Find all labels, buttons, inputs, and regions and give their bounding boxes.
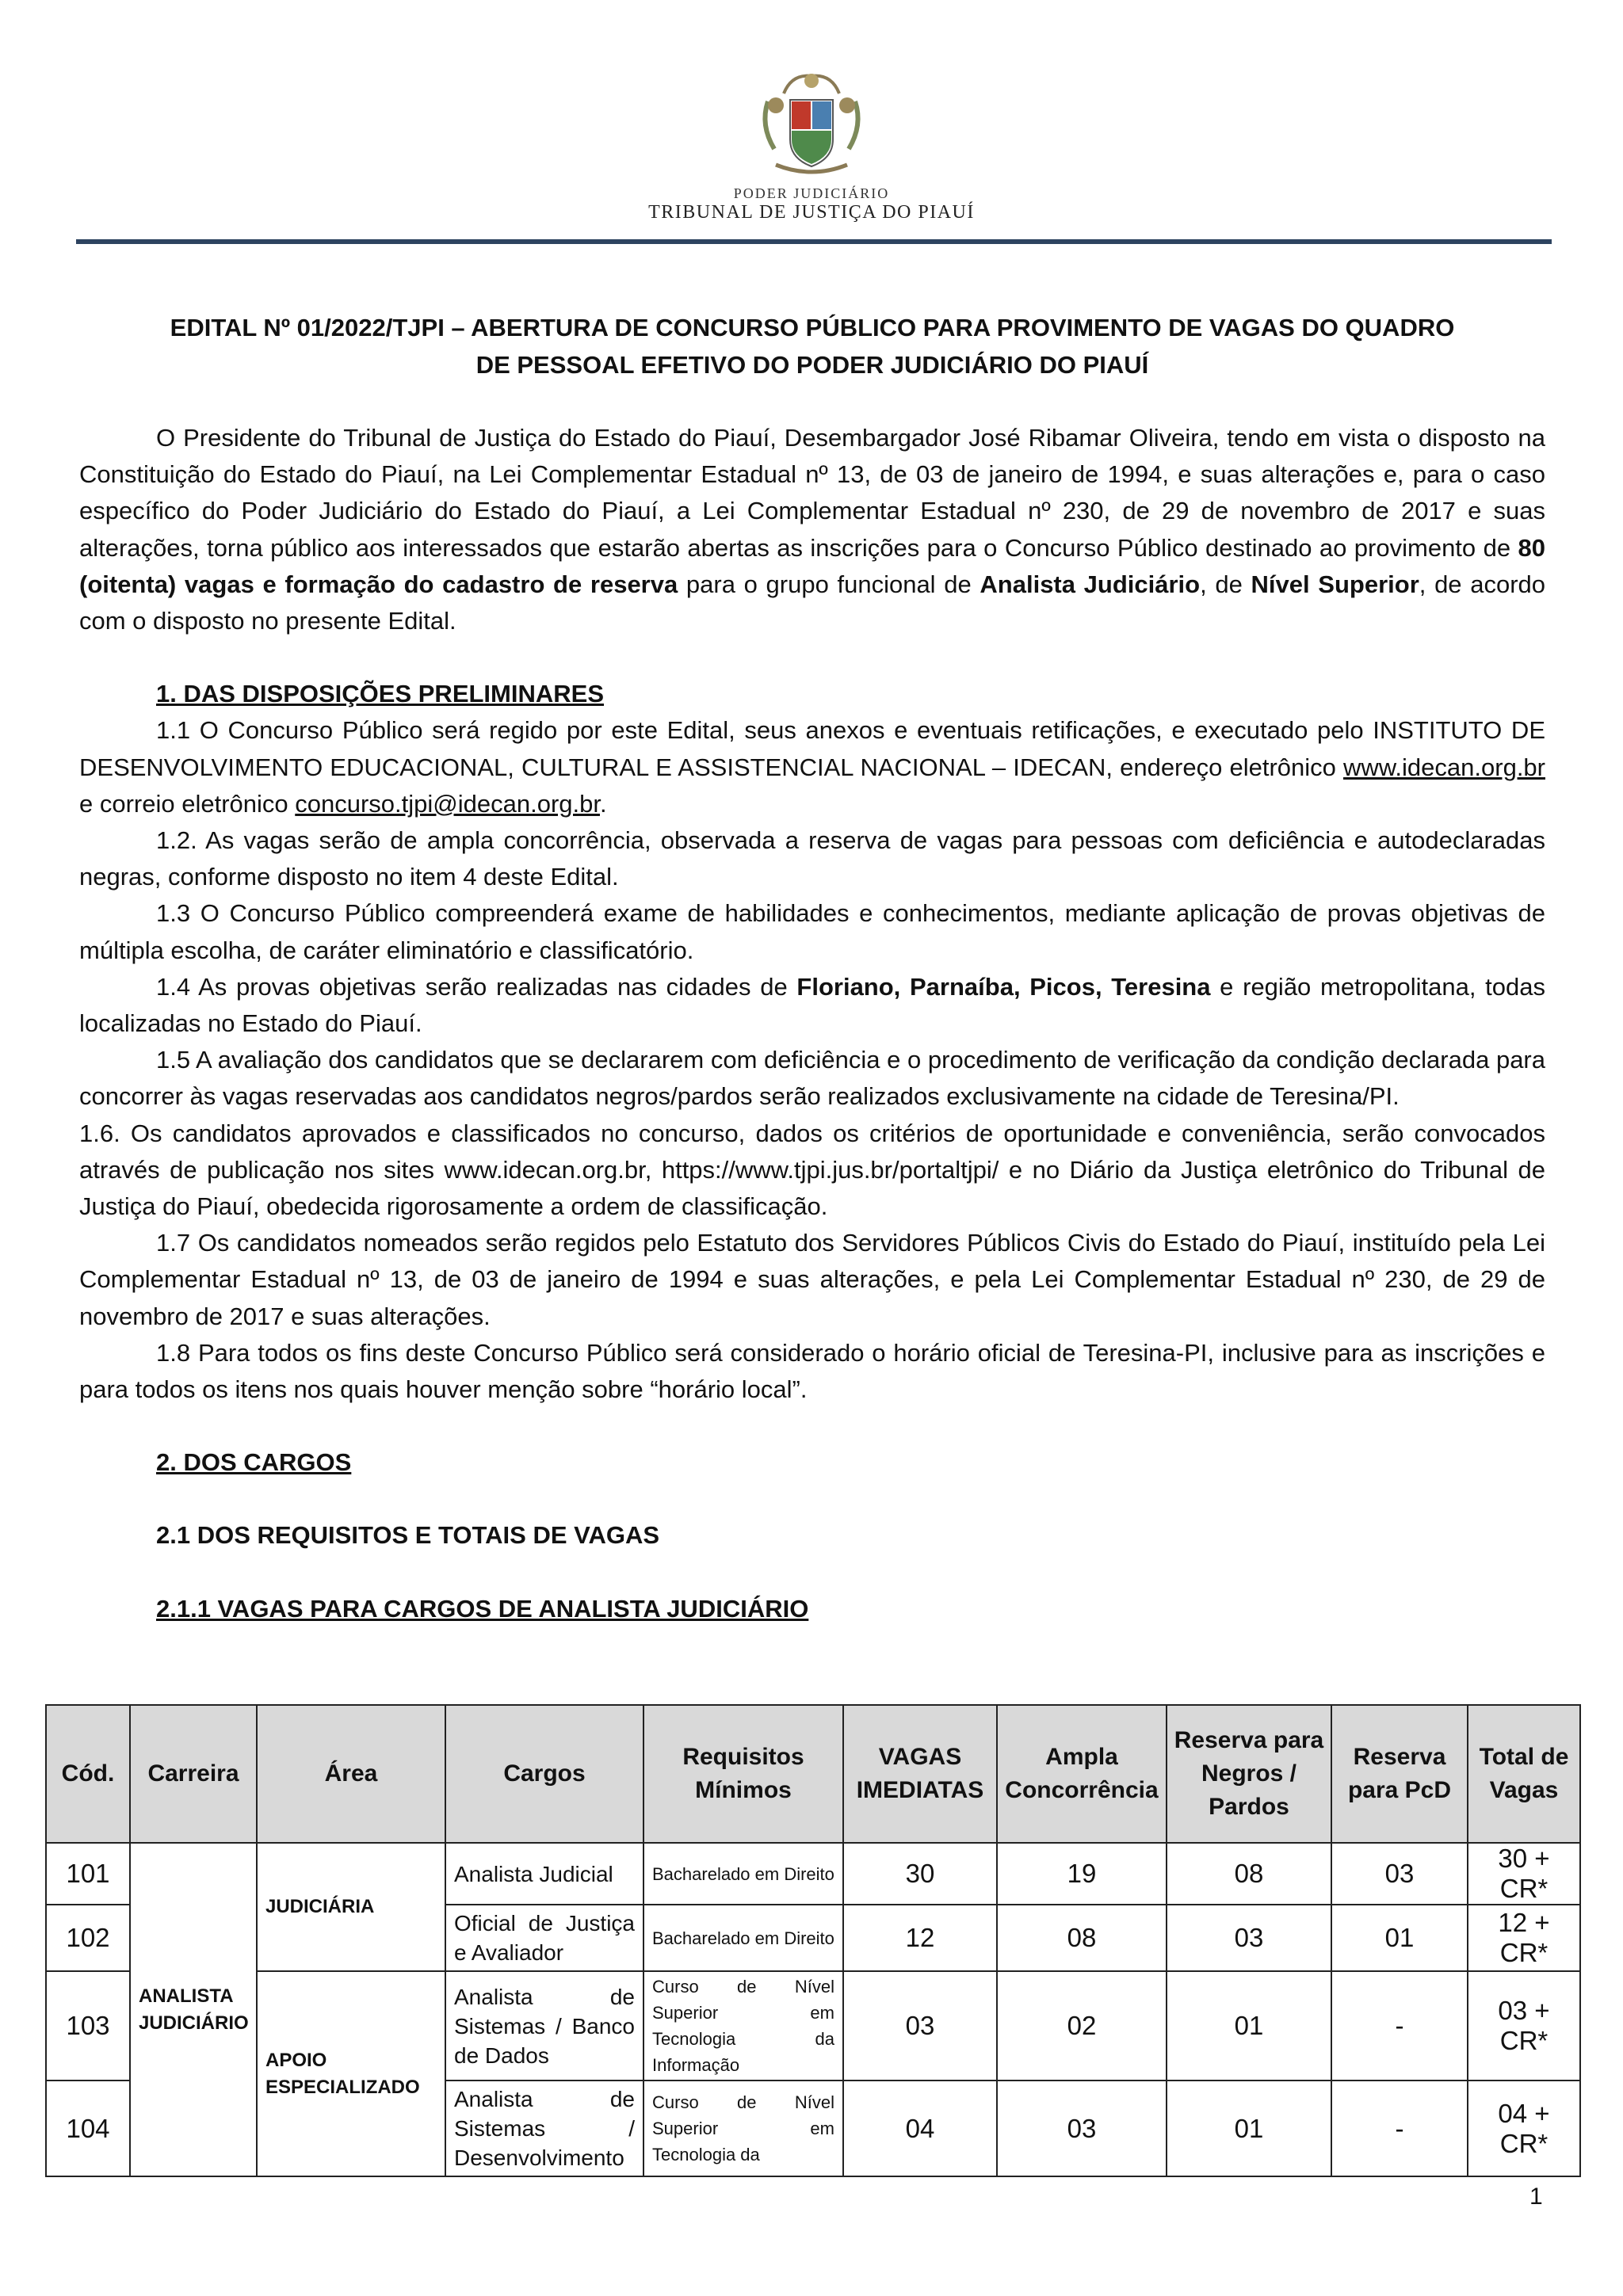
item-1-4-cities: Floriano, Parnaíba, Picos, Teresina [796,972,1211,1001]
item-1-8: 1.8 Para todos os fins deste Concurso Público será considerado o horário oficial de Teresina-PI, inclusive para as inscrições e para todos os itens nos quais houver menção sobre “horário local”. [79,1338,1545,1404]
cell-negros: 03 [1167,1905,1331,1971]
coat-of-arms-icon [752,70,871,181]
intro-text-2: para o grupo funcional de [678,570,980,598]
cell-pcd: 03 [1331,1843,1468,1905]
item-1-1-text: 1.1 O Concurso Público será regido por este Edital, seus anexos e eventuais retificações, e executado pelo INSTITUTO DE DESENVOLVIMENTO EDUCACIONAL, CULTURAL E ASSISTENCIAL NACIONAL – IDECAN, endereço eletrônico [79,716,1545,781]
cell-imediatas: 12 [843,1905,997,1971]
cell-cargo: Oficial de Justiça e Avaliador [445,1905,643,1971]
item-1-4-text: 1.4 As provas objetivas serão realizadas nas cidades de [156,972,797,1001]
cell-total: 30 + CR* [1468,1843,1580,1905]
table-row [46,1843,1580,1905]
letterhead [0,0,1623,238]
header-pcd: Reserva para PcD [1331,1705,1468,1843]
intro-bold-3: Nível Superior [1251,570,1419,598]
cell-requisitos: Curso de Nível Superior em Tecnologia da Informação [643,1971,843,2081]
item-1-7: 1.7 Os candidatos nomeados serão regidos pelo Estatuto dos Servidores Públicos Civis do Estado do Piauí, instituído pela Lei Complementar Estadual nº 13, de 03 de janeiro de 1994 e suas alterações, e pela Lei Complementar Estadual nº 230, de 29 de novembro de 2017 e suas alterações. [79,1229,1545,1330]
item-1-2: 1.2. As vagas serão de ampla concorrência, observada a reserva de vagas para pessoas com deficiência e autodeclaradas negras, conforme disposto no item 4 deste Edital. [79,826,1545,891]
item-1-1-end: . [599,789,607,818]
cell-pcd: - [1331,1971,1468,2081]
cell-ampla: 19 [997,1843,1167,1905]
cell-ampla: 03 [997,2081,1167,2176]
cell-negros: 01 [1167,2081,1331,2176]
table-row [46,1971,1580,2081]
section-2-heading: 2. DOS CARGOS [156,1448,352,1477]
cell-cod: 102 [46,1905,130,1971]
cell-area-judiciaria: JUDICIÁRIA [257,1843,445,1971]
document-body [79,309,1545,1627]
section-2-1-heading: 2.1 DOS REQUISITOS E TOTAIS DE VAGAS [156,1521,660,1550]
intro-bold-2: Analista Judiciário [980,570,1201,598]
cell-requisitos: Bacharelado em Direito [643,1843,843,1905]
section-1-heading: 1. DAS DISPOSIÇÕES PRELIMINARES [156,680,604,708]
header-area: Área [257,1705,445,1843]
header-negros: Reserva para Negros / Pardos [1167,1705,1331,1843]
org-line-1: PODER JUDICIÁRIO [733,185,890,201]
cell-total: 03 + CR* [1468,1971,1580,2081]
item-1-1 [79,712,1545,822]
cell-imediatas: 03 [843,1971,997,2081]
cell-cod: 101 [46,1843,130,1905]
cell-cod: 103 [46,1971,130,2081]
org-line-2: TRIBUNAL DE JUSTIÇA DO PIAUÍ [648,202,975,223]
contest-email-link[interactable]: concurso.tjpi@idecan.org.br [295,789,600,818]
header-divider [76,239,1552,244]
page-number: 1 [1529,2183,1543,2210]
header-cod: Cód. [46,1705,130,1843]
cell-area-apoio: APOIO ESPECIALIZADO [257,1971,445,2176]
cell-carreira: ANALISTA JUDICIÁRIO [130,1843,257,2176]
intro-text-3: , de [1200,570,1251,598]
item-1-6: 1.6. Os candidatos aprovados e classificados no concurso, dados os critérios de oportunidade e conveniência, serão convocados através de publicação nos sites www.idecan.org.br, https://www.tjpi.jus.br/portaltjpi/ e no Diário da Justiça eletrônico do Tribunal de Justiça do Piauí, obedecida rigorosamente a ordem de classificação. [79,1119,1545,1221]
cell-requisitos: Curso de Nível Superior em Tecnologia da [643,2081,843,2176]
intro-bold-1: 80 (oitenta) vagas e formação do cadastro de reserva [79,533,1545,598]
cell-pcd: 01 [1331,1905,1468,1971]
cell-total: 12 + CR* [1468,1905,1580,1971]
intro-text-1: O Presidente do Tribunal de Justiça do Estado do Piauí, Desembargador José Ribamar Oliveira, tendo em vista o disposto na Constituição do Estado do Piauí, na Lei Complementar Estadual nº 13, de 03 de janeiro de 1994, e suas alterações e, para o caso específico do Poder Judiciário do Estado do Piauí, a Lei Complementar Estadual nº 230, de 29 de novembro de 2017 e suas alterações, torna público aos interessados que estarão abertas as inscrições para o Concurso Público destinado ao provimento de [79,424,1545,562]
cell-ampla: 08 [997,1905,1167,1971]
intro-paragraph [79,420,1545,639]
item-1-5: 1.5 A avaliação dos candidatos que se declararem com deficiência e o procedimento de verificação da condição declarada para concorrer às vagas reservadas aos candidatos negros/pardos serão realizados exclusivamente na cidade de Teresina/PI. [79,1046,1545,1111]
header-total: Total de Vagas [1468,1705,1580,1843]
item-1-3: 1.3 O Concurso Público compreenderá exame de habilidades e conhecimentos, mediante aplicação de provas objetivas de múltipla escolha, de caráter eliminatório e classificatório. [79,899,1545,964]
header-requisitos: Requisitos Mínimos [643,1705,843,1843]
cell-cargo: Analista Judicial [445,1843,643,1905]
cell-pcd: - [1331,2081,1468,2176]
cell-cod: 104 [46,2081,130,2176]
intro-text-4: , de acordo com o disposto no presente Edital. [79,570,1545,635]
header-ampla: Ampla Concorrência [997,1705,1167,1843]
cell-imediatas: 30 [843,1843,997,1905]
item-1-4-end: e região metropolitana, todas localizadas no Estado do Piauí. [79,972,1545,1038]
cell-negros: 08 [1167,1843,1331,1905]
cell-cargo: Analista de Sistemas / Banco de Dados [445,1971,643,2081]
vacancies-table [45,1704,1581,2177]
header-carreira: Carreira [130,1705,257,1843]
section-2-1-1-heading: 2.1.1 VAGAS PARA CARGOS DE ANALISTA JUDICIÁRIO [156,1594,809,1623]
cell-imediatas: 04 [843,2081,997,2176]
item-1-1-mid: e correio eletrônico [79,789,296,818]
table-header-row [46,1705,1580,1843]
idecan-website-link[interactable]: www.idecan.org.br [1342,753,1545,781]
document-title: EDITAL Nº 01/2022/TJPI – ABERTURA DE CONCURSO PÚBLICO PARA PROVIMENTO DE VAGAS DO QUADRO DE PESSOAL EFETIVO DO PODER JUDICIÁRIO DO PIAUÍ [170,314,1455,379]
header-imediatas: VAGAS IMEDIATAS [843,1705,997,1843]
cell-cargo: Analista de Sistemas / Desenvolvimento [445,2081,643,2176]
header-cargos: Cargos [445,1705,643,1843]
cell-ampla: 02 [997,1971,1167,2081]
cell-total: 04 + CR* [1468,2081,1580,2176]
cell-negros: 01 [1167,1971,1331,2081]
item-1-4 [79,969,1545,1042]
cell-requisitos: Bacharelado em Direito [643,1905,843,1971]
